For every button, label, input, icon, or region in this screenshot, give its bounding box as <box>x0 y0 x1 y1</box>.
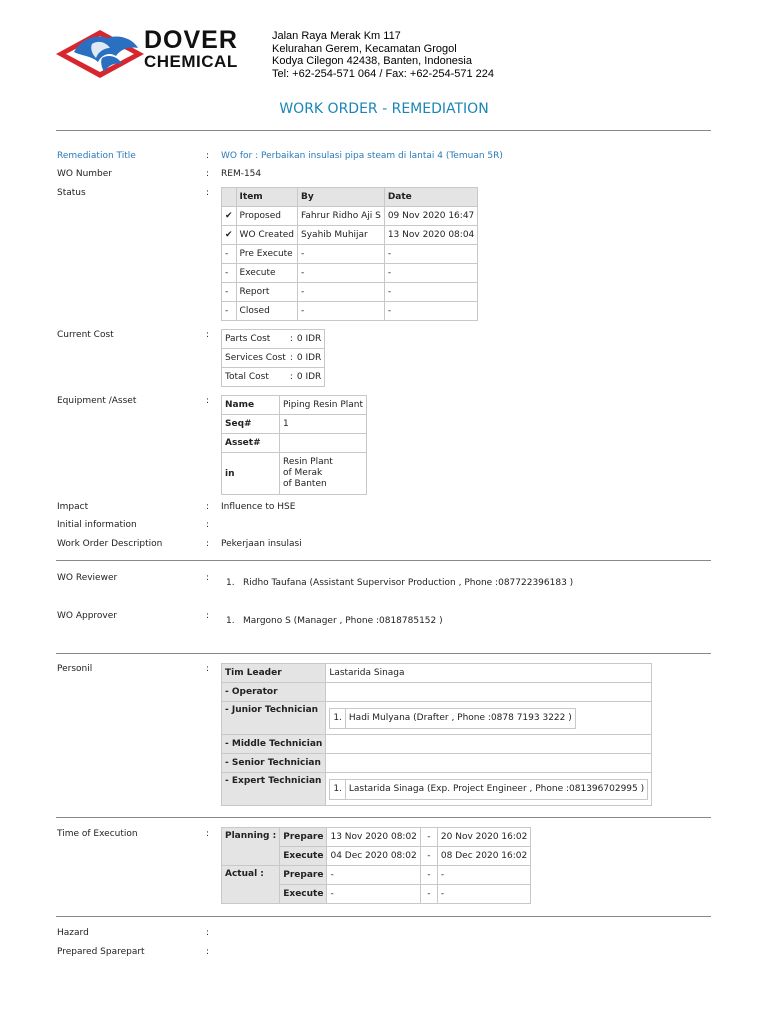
status-row <box>222 245 478 264</box>
colon: : <box>206 928 210 938</box>
wo-reviewer-label: WO Reviewer <box>57 573 118 583</box>
planning-execute-start: 04 Dec 2020 08:02 <box>327 847 420 866</box>
actual-prepare-start: - <box>327 866 420 885</box>
equipment-name-value: Piping Resin Plant <box>280 396 367 415</box>
status-header-row <box>222 188 478 207</box>
status-item: WO Created <box>236 226 297 245</box>
planning-prepare-end: 20 Nov 2020 16:02 <box>437 828 530 847</box>
planning-label: Planning : <box>222 828 280 866</box>
status-table <box>221 187 478 321</box>
current-cost-label: Current Cost <box>57 330 114 340</box>
personil-row <box>222 773 652 806</box>
status-date: 09 Nov 2020 16:47 <box>384 207 477 226</box>
reviewer-name: Ridho Taufana (Assistant Supervisor Production , Phone :087722396183 ) <box>243 578 574 588</box>
colon: : <box>289 368 294 387</box>
colon: : <box>289 330 294 349</box>
personil-table <box>221 663 652 806</box>
colon: : <box>206 520 210 530</box>
status-header-item: Item <box>236 188 297 207</box>
junior-technician-label: - Junior Technician <box>222 702 326 735</box>
actual-execute-start: - <box>327 885 420 904</box>
address-line: Tel: +62-254-571 064 / Fax: +62-254-571 224 <box>272 67 494 80</box>
colon: : <box>206 947 210 957</box>
initial-information-label: Initial information <box>57 520 137 530</box>
status-by: Syahib Muhijar <box>298 226 385 245</box>
personil-row <box>222 754 652 773</box>
time-of-execution-label: Time of Execution <box>57 829 138 839</box>
status-mark: - <box>222 302 237 321</box>
wo-description-value: Pekerjaan insulasi <box>221 539 302 549</box>
colon: : <box>206 396 210 406</box>
remediation-title-value: WO for : Perbaikan insulasi pipa steam di lantai 4 (Temuan 5R) <box>221 151 503 161</box>
cost-value: 0 IDR <box>294 330 325 349</box>
address-line: Kodya Cilegon 42438, Banten, Indonesia <box>272 55 472 67</box>
colon: : <box>289 349 294 368</box>
equipment-asset-label: Asset# <box>222 434 280 453</box>
equipment-location <box>280 453 367 495</box>
impact-value: Influence to HSE <box>221 502 296 512</box>
middle-technician-value <box>326 735 652 754</box>
status-header-mark <box>222 188 237 207</box>
range-dash: - <box>420 847 437 866</box>
execution-row <box>222 828 531 847</box>
colon: : <box>206 188 210 198</box>
tim-leader-value: Lastarida Sinaga <box>326 664 652 683</box>
address-line: Kelurahan Gerem, Kecamatan Grogol <box>272 42 457 55</box>
cost-row <box>222 368 325 387</box>
status-by: - <box>298 302 385 321</box>
location-line: of Banten <box>283 479 327 489</box>
status-by: - <box>298 264 385 283</box>
location-line: of Merak <box>283 468 323 478</box>
status-item: Report <box>236 283 297 302</box>
expert-technician-name: Lastarida Sinaga (Exp. Project Engineer , Phone :081396702995 ) <box>345 779 647 799</box>
cost-label: Services Cost <box>222 349 289 368</box>
cost-row <box>222 330 325 349</box>
planning-prepare-start: 13 Nov 2020 08:02 <box>327 828 420 847</box>
status-item: Proposed <box>236 207 297 226</box>
actual-prepare-end: - <box>437 866 530 885</box>
tim-leader-label: Tim Leader <box>222 664 326 683</box>
wo-description-label: Work Order Description <box>57 539 163 549</box>
colon: : <box>206 502 210 512</box>
actual-execute-end: - <box>437 885 530 904</box>
status-by: - <box>298 283 385 302</box>
range-dash: - <box>420 828 437 847</box>
status-by: Fahrur Ridho Aji S <box>298 207 385 226</box>
status-item: Closed <box>236 302 297 321</box>
operator-value <box>326 683 652 702</box>
company-name <box>144 26 238 72</box>
check-icon: ✔ <box>222 207 237 226</box>
divider <box>56 130 711 131</box>
prepare-label: Prepare <box>280 828 327 847</box>
personil-row <box>222 702 652 735</box>
status-row <box>222 207 478 226</box>
document-title: WORK ORDER - REMEDIATION <box>279 101 489 117</box>
prepare-label: Prepare <box>280 866 327 885</box>
impact-label: Impact <box>57 502 89 512</box>
status-date: - <box>384 245 477 264</box>
dover-chemical-logo-icon <box>52 24 152 82</box>
status-row <box>222 302 478 321</box>
equipment-name-label: Name <box>222 396 280 415</box>
equipment-label: Equipment /Asset <box>57 396 137 406</box>
range-dash: - <box>420 885 437 904</box>
list-item <box>330 708 575 728</box>
operator-label: - Operator <box>222 683 326 702</box>
execution-table <box>221 827 531 904</box>
planning-execute-end: 08 Dec 2020 16:02 <box>437 847 530 866</box>
company-name-line2: CHEMICAL <box>144 52 238 71</box>
status-date: - <box>384 283 477 302</box>
status-mark: - <box>222 245 237 264</box>
personil-label: Personil <box>57 664 93 674</box>
expert-technician-list <box>329 779 648 800</box>
equipment-seq-label: Seq# <box>222 415 280 434</box>
colon: : <box>206 330 210 340</box>
expert-technician-value <box>326 773 652 806</box>
colon: : <box>206 829 210 839</box>
status-date: - <box>384 302 477 321</box>
junior-technician-list <box>329 708 575 729</box>
equipment-row <box>222 396 367 415</box>
list-number: 1. <box>330 779 346 799</box>
status-label: Status <box>57 188 86 198</box>
cost-table <box>221 329 325 387</box>
range-dash: - <box>420 866 437 885</box>
check-icon: ✔ <box>222 226 237 245</box>
divider <box>56 560 711 561</box>
status-mark: - <box>222 283 237 302</box>
equipment-asset-value <box>280 434 367 453</box>
status-row <box>222 264 478 283</box>
status-date: - <box>384 264 477 283</box>
colon: : <box>206 664 210 674</box>
status-date: 13 Nov 2020 08:04 <box>384 226 477 245</box>
personil-row <box>222 664 652 683</box>
senior-technician-value <box>326 754 652 773</box>
status-by: - <box>298 245 385 264</box>
equipment-row <box>222 453 367 495</box>
personil-row <box>222 683 652 702</box>
location-line: Resin Plant <box>283 457 333 467</box>
divider <box>56 653 711 654</box>
middle-technician-label: - Middle Technician <box>222 735 326 754</box>
company-name-line1: DOVER <box>144 26 238 54</box>
approver-name: Margono S (Manager , Phone :0818785152 ) <box>243 616 443 626</box>
status-row <box>222 226 478 245</box>
wo-number-label: WO Number <box>57 169 112 179</box>
cost-label: Parts Cost <box>222 330 289 349</box>
company-address <box>272 30 494 80</box>
senior-technician-label: - Senior Technician <box>222 754 326 773</box>
letterhead <box>52 24 712 86</box>
divider <box>56 916 711 917</box>
colon: : <box>206 611 210 621</box>
equipment-row <box>222 415 367 434</box>
approver-number: 1. <box>226 616 235 626</box>
address-line: Jalan Raya Merak Km 117 <box>272 30 401 42</box>
colon: : <box>206 573 210 583</box>
expert-technician-label: - Expert Technician <box>222 773 326 806</box>
list-item <box>330 779 648 799</box>
equipment-row <box>222 434 367 453</box>
colon: : <box>206 169 210 179</box>
cost-value: 0 IDR <box>294 368 325 387</box>
equipment-table <box>221 395 367 495</box>
cost-row <box>222 349 325 368</box>
colon: : <box>206 151 210 161</box>
cost-value: 0 IDR <box>294 349 325 368</box>
execute-label: Execute <box>280 847 327 866</box>
cost-label: Total Cost <box>222 368 289 387</box>
actual-label: Actual : <box>222 866 280 904</box>
junior-technician-value <box>326 702 652 735</box>
list-number: 1. <box>330 708 346 728</box>
personil-row <box>222 735 652 754</box>
status-mark: - <box>222 264 237 283</box>
hazard-label: Hazard <box>57 928 89 938</box>
divider <box>56 817 711 818</box>
equipment-in-label: in <box>222 453 280 495</box>
equipment-seq-value: 1 <box>280 415 367 434</box>
junior-technician-name: Hadi Mulyana (Drafter , Phone :0878 7193 3222 ) <box>345 708 575 728</box>
status-item: Pre Execute <box>236 245 297 264</box>
status-header-by: By <box>298 188 385 207</box>
wo-number-value: REM-154 <box>221 169 262 179</box>
status-header-date: Date <box>384 188 477 207</box>
status-item: Execute <box>236 264 297 283</box>
execute-label: Execute <box>280 885 327 904</box>
remediation-title-label: Remediation Title <box>57 151 136 161</box>
reviewer-number: 1. <box>226 578 235 588</box>
execution-row <box>222 866 531 885</box>
colon: : <box>206 539 210 549</box>
prepared-sparepart-label: Prepared Sparepart <box>57 947 145 957</box>
status-row <box>222 283 478 302</box>
wo-approver-label: WO Approver <box>57 611 117 621</box>
